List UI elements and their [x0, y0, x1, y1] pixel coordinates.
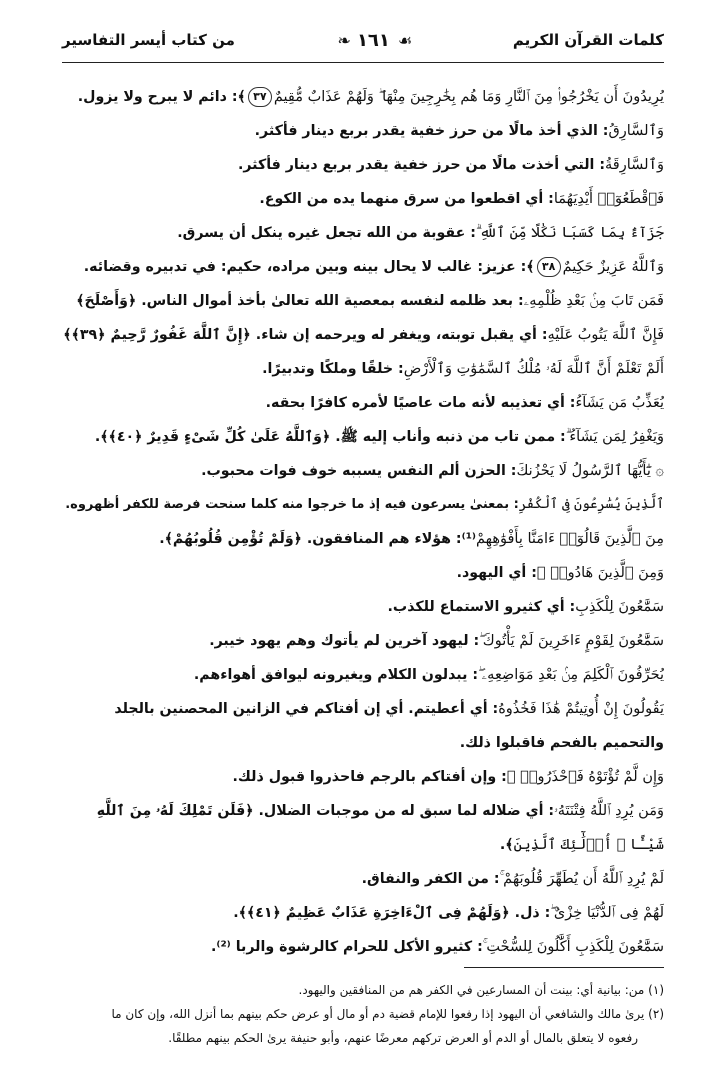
- quran-phrase: يُحَرِّفُونَ ٱلْكَلِمَ مِنۢ بَعْدِ مَوَاضِعِهِۦ ۖ: [478, 667, 664, 683]
- text-line: [60, 352, 664, 386]
- explanation-text: : من الكفر والنفاق.: [361, 871, 500, 887]
- quran-phrase: وَمِنَ ٱلَّذِينَ هَادُوا۟ ۛ: [536, 565, 664, 581]
- text-line: [60, 454, 664, 488]
- text-line: [60, 386, 664, 420]
- footnote-1: (١) من: بيانية أي: بينت أن المسارعين في الكفر هم من المنافقين واليهود.: [298, 983, 664, 997]
- text-line: [60, 318, 664, 352]
- text-line: [60, 216, 664, 250]
- page-header: [62, 20, 664, 60]
- text-line: [60, 80, 664, 114]
- source-title: من كتاب أيسر التفاسير: [62, 31, 235, 49]
- text-line: [60, 726, 664, 760]
- quran-phrase: وَيَغْفِرُ لِمَن يَشَآءُ ۗ: [565, 429, 664, 445]
- text-line: [60, 284, 664, 318]
- text-line: [60, 522, 664, 556]
- text-line: [60, 556, 664, 590]
- text-line: [60, 182, 664, 216]
- explanation-text: : أي ضلاله لما سبق له من موجبات الضلال. ﴿فَلَن تَمْلِكَ لَهُۥ مِنَ ٱللَّهِ: [96, 803, 555, 819]
- quran-phrase: وَٱلسَّارِقُ: [608, 123, 664, 139]
- text-line: [60, 896, 664, 930]
- explanation-text: : أي اليهود.: [456, 565, 537, 581]
- quran-phrase: وَإِن لَّمْ تُؤْتَوْهُ فَٱحْذَرُوا۟ ۚ: [506, 769, 664, 785]
- text-line: [60, 148, 664, 182]
- aya-number-badge: ٣٧: [248, 87, 272, 107]
- explanation-text: : عقوبة من الله تجعل غيره ينكل أن يسرق.: [177, 225, 476, 241]
- text-line: [60, 828, 664, 862]
- ornament-right-icon: ☙: [397, 30, 411, 50]
- explanation-text: : أي تعذيبه لأنه مات عاصيًا لأمره كافرًا بحقه.: [265, 395, 576, 411]
- quran-phrase: سَمَّٰعُونَ لِقَوْمٍ ءَاخَرِينَ لَمْ يَأْتُوكَ ۖ: [479, 633, 664, 649]
- explanation-text: ﴾.: [499, 837, 514, 853]
- quran-phrase: ٱلَّذِينَ يُسَٰرِعُونَ فِى ٱلْكُفْرِ: [518, 497, 664, 512]
- page-number-ornament: [338, 30, 411, 51]
- explanation-text: : أي أعطيتم. أي إن أفتاكم في الزانين المحصنين بالجلد: [114, 701, 499, 717]
- quran-phrase: جَزَآءًۢ بِمَا كَسَبَا نَكَٰلًا مِّنَ ٱللَّهِ ۗ: [475, 225, 664, 241]
- text-line: [60, 930, 664, 964]
- explanation-text: : أي يقبل توبته، ويغفر له ويرحمه إن شاء. ﴿إِنَّ ٱللَّهَ غَفُورٌ رَّحِيمٌ ﴿٣٩﴾﴾: [63, 327, 548, 343]
- text-line: [60, 420, 664, 454]
- explanation-text: : بعد ظلمه لنفسه بمعصية الله تعالىٰ بأخذ أموال الناس. ﴿وَأَصْلَحَ﴾: [76, 293, 524, 309]
- explanation-text: : وإن أفتاكم بالرجم فاحذروا قبول ذلك.: [232, 769, 507, 785]
- quran-phrase: سَمَّٰعُونَ لِلْكَذِبِ: [575, 599, 664, 615]
- aya-number-badge: ٣٨: [537, 257, 561, 277]
- explanation-text: : الحزن ألم النفس يسببه خوف فوات محبوب.: [201, 463, 517, 479]
- quran-phrase: مِنَ ٱلَّذِينَ قَالُوٓا۟ ءَامَنَّا بِأَفْوَٰهِهِمْ: [476, 531, 664, 547]
- quran-phrase: فَٱقْطَعُوٓا۟ أَيْدِيَهُمَا: [553, 191, 664, 207]
- explanation-text: : أي اقطعوا من سرق منهما يده من الكوع.: [259, 191, 554, 207]
- quran-phrase: وَمَن يُرِدِ ٱللَّهُ فِتْنَتَهُۥ: [554, 803, 664, 819]
- text-line: [60, 862, 664, 896]
- text-line: [60, 590, 664, 624]
- explanation-text: : أي كثيرو الاستماع للكذب.: [387, 599, 576, 615]
- explanation-text: : خلقًا وملكًا وتدبيرًا.: [262, 361, 404, 377]
- quran-phrase: أَلَمْ تَعْلَمْ أَنَّ ٱللَّهَ لَهُۥ مُلْكُ ٱلسَّمَٰوَٰتِ وَٱلْأَرْضِ: [403, 361, 664, 377]
- footnote-2-continued: رفعوه لا يتعلق بالمال أو الدم أو العرض تركهم معرضًا عنهم، وأبو حنيفة يرىٰ الحكم بينهم مطلقًا.: [168, 1031, 638, 1045]
- explanation-text: : يبدلون الكلام ويغيرونه ليوافق أهواءهم.: [193, 667, 479, 683]
- quran-phrase: فَمَن تَابَ مِنۢ بَعْدِ ظُلْمِهِۦ: [523, 293, 664, 309]
- quran-phrase: شَيْـًٔا ۚ أُو۟لَٰٓئِكَ ٱلَّذِينَ: [513, 837, 664, 853]
- text-line: [60, 794, 664, 828]
- footnotes: [60, 978, 664, 1050]
- header-divider: [62, 62, 664, 63]
- quran-phrase: لَهُمْ فِى ٱلدُّنْيَا خِزْىٌ ۖ: [550, 905, 664, 921]
- quran-phrase: يُرِيدُونَ أَن يَخْرُجُوا۟ مِنَ ٱلنَّارِ وَمَا هُم بِخَٰرِجِينَ مِنْهَا ۖ وَلَهُمْ عَذَابٌ مُّقِيمٌ: [273, 89, 664, 105]
- page-number: ١٦١: [356, 29, 390, 51]
- explanation-text: : الذي أخذ مالًا من حرز خفية يقدر بربع دينار فأكثر.: [254, 123, 609, 139]
- book-title: كلمات القرآن الكريم: [512, 31, 664, 49]
- quran-phrase: يَقُولُونَ إِنْ أُوتِيتُمْ هَٰذَا فَخُذُوهُ: [498, 701, 664, 717]
- main-text: [60, 80, 664, 964]
- quran-phrase: وَٱلسَّارِقَةُ: [605, 157, 664, 173]
- explanation-text: : ذل. ﴿وَلَهُمْ فِى ٱلْءَاخِرَةِ عَذَابٌ عَظِيمٌ ﴿٤١﴾﴾.: [233, 905, 551, 921]
- explanation-text: والتحميم بالفحم فاقبلوا ذلك.: [459, 735, 664, 751]
- explanation-text: : كثيرو الأكل للحرام كالرشوة والربا ⁽²⁾.: [210, 939, 483, 955]
- footnote-2: (٢) يرىٰ مالك والشافعي أن اليهود إذا رفعوا للإمام قضية دم أو مال أو عرض حكم بينهم بما أنزل الله، وإن كان ما: [111, 1007, 664, 1021]
- text-line: [60, 488, 664, 522]
- text-line: [60, 658, 664, 692]
- text-line: [60, 624, 664, 658]
- explanation-text: : التي أخذت مالًا من حرز خفية يقدر بربع دينار فأكثر.: [237, 157, 606, 173]
- text-line: [60, 692, 664, 726]
- explanation-text: ⁽¹⁾: هؤلاء هم المنافقون. ﴿وَلَمْ تُؤْمِن قُلُوبُهُمْ﴾.: [159, 531, 477, 547]
- text-line: [60, 760, 664, 794]
- text-line: [60, 250, 664, 284]
- footnote-divider: [464, 967, 664, 968]
- text-line: [60, 114, 664, 148]
- explanation-text: ﴾: دائم لا يبرح ولا يزول.: [77, 89, 246, 105]
- explanation-text: : بمعنىٰ يسرعون فيه إذ ما خرجوا منه كلما سنحت فرصة للكفر أظهروه.: [65, 497, 519, 512]
- quran-phrase: لَمْ يُرِدِ ٱللَّهُ أَن يُطَهِّرَ قُلُوبَهُمْ ۚ: [499, 871, 664, 887]
- quran-phrase: وَٱللَّهُ عَزِيزٌ حَكِيمٌ: [562, 259, 664, 275]
- quran-phrase: ۞ يَٰٓأَيُّهَا ٱلرَّسُولُ لَا يَحْزُنكَ: [516, 463, 664, 479]
- quran-phrase: يُعَذِّبُ مَن يَشَآءُ: [575, 395, 664, 411]
- explanation-text: : ممن تاب من ذنبه وأناب إليه ﷺ. ﴿وَٱللَّهُ عَلَىٰ كُلِّ شَىْءٍ قَدِيرٌ ﴿٤٠﴾﴾.: [94, 429, 566, 445]
- quran-phrase: فَإِنَّ ٱللَّهَ يَتُوبُ عَلَيْهِ: [547, 327, 664, 343]
- ornament-left-icon: ❧: [337, 30, 349, 50]
- quran-phrase: سَمَّٰعُونَ لِلْكَذِبِ أَكَّٰلُونَ لِلسُّحْتِ ۚ: [482, 939, 664, 955]
- explanation-text: : ليهود آخرين لم يأتوك وهم يهود خيبر.: [209, 633, 480, 649]
- explanation-text: ﴾: عزيز: غالب لا يحال بينه وبين مراده، حكيم: في تدبيره وقضائه.: [83, 259, 535, 275]
